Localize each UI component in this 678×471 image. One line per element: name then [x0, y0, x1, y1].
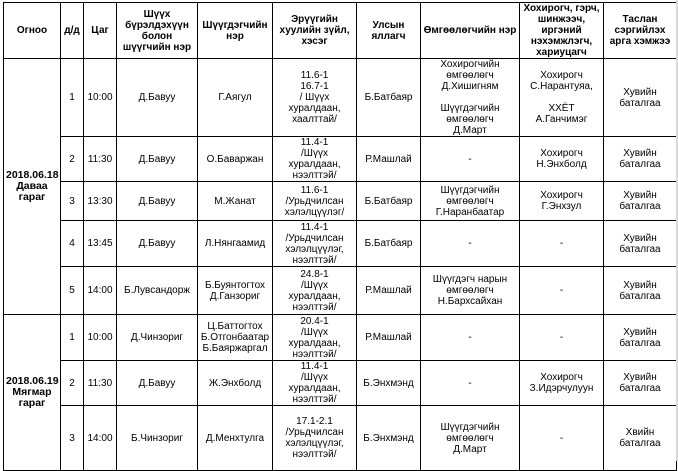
measure-line: Хувийн — [623, 232, 657, 244]
article-cell — [273, 267, 357, 315]
article-line: /Урьдчилсан — [285, 195, 344, 207]
header-lawyer: Өмгөөлөгчийн нэр — [421, 3, 520, 59]
measure-cell — [604, 361, 677, 406]
number-cell — [61, 315, 84, 361]
prosecutor-cell — [357, 361, 421, 406]
number-cell — [61, 182, 84, 221]
time-cell — [84, 267, 117, 315]
article-cell — [273, 59, 357, 137]
number-line: 2 — [69, 377, 75, 389]
prosecutor-line: Б.Батбаяр — [364, 195, 413, 207]
number-line: 1 — [69, 332, 75, 343]
defendant-cell — [198, 59, 273, 137]
article-cell — [273, 361, 357, 406]
article-line: хэлэлцүүлэг, — [285, 438, 344, 449]
defendant-line: Б.Баяржаргал — [202, 343, 268, 354]
article-line: нээлттэй/ — [292, 254, 337, 266]
lawyer-cell — [421, 137, 520, 182]
time-cell — [84, 182, 117, 221]
defendant-cell — [198, 137, 273, 182]
defendant-line: Ц.Баттогтох — [207, 321, 263, 332]
judge-cell — [117, 182, 198, 221]
prosecutor-line: Б.Батбаяр — [364, 238, 413, 249]
victim-line: А.Ганчимэг — [535, 114, 588, 125]
lawyer-line: өмгөөлөгч — [446, 195, 494, 207]
measure-cell — [604, 315, 677, 361]
defendant-cell — [198, 221, 273, 267]
table-row — [4, 315, 677, 361]
lawyer-cell — [421, 315, 520, 361]
victim-line: Хохирогч — [540, 70, 583, 81]
lawyer-line: Д.Март — [453, 443, 487, 455]
article-line: хуралдаан, — [288, 159, 341, 170]
number-cell — [61, 137, 84, 182]
measure-cell — [604, 137, 677, 182]
article-line: /Шүүх — [301, 372, 328, 383]
defendant-line: Б.Буянтогтох — [204, 279, 266, 291]
time-line: 11:30 — [87, 153, 113, 165]
prosecutor-cell — [357, 182, 421, 221]
victim-cell — [520, 182, 604, 221]
header-date: Огноо — [4, 3, 61, 59]
victim-line: ХХЁТ — [548, 103, 575, 114]
header-prosecutor: Улсын яллагч — [357, 3, 421, 59]
lawyer-line: - — [468, 377, 472, 389]
number-line: 5 — [69, 285, 75, 296]
table-row — [4, 267, 677, 315]
table-row — [4, 59, 677, 137]
article-line: /Шүүх — [301, 279, 328, 291]
judge-line: Д.Бавуу — [138, 153, 176, 165]
lawyer-cell — [421, 267, 520, 315]
weekday-text: Мягмар гараг — [12, 386, 52, 409]
time-line: 11:30 — [87, 377, 113, 389]
lawyer-cell — [421, 59, 520, 137]
article-line: /Урьдчилсан — [285, 232, 344, 244]
time-cell — [84, 221, 117, 267]
victim-line: - — [559, 285, 564, 296]
defendant-cell — [198, 361, 273, 406]
prosecutor-cell — [357, 315, 421, 361]
lawyer-line: өмгөөлөгч — [446, 285, 494, 296]
header-row — [4, 3, 677, 59]
victim-line: Хохирогч — [540, 148, 583, 159]
victim-cell — [520, 221, 604, 267]
defendant-line: Г.Аягул — [218, 92, 252, 103]
lawyer-line: Шүүгдэгч нарын — [432, 274, 508, 285]
number-cell — [61, 59, 84, 137]
lawyer-line: өмгөөлөгч — [446, 432, 494, 444]
lawyer-line: Хохирогчийн — [440, 59, 500, 70]
number-line: 4 — [69, 238, 75, 249]
number-cell — [61, 221, 84, 267]
prosecutor-cell — [357, 59, 421, 137]
measure-line: баталгаа — [619, 201, 661, 212]
lawyer-line: Д.Март — [453, 125, 487, 136]
number-line: 3 — [69, 432, 75, 444]
victim-line: Н.Энхболд — [536, 159, 587, 170]
measure-line: Хувийн — [623, 148, 657, 159]
defendant-line: Б.Отгонбаатар — [200, 332, 270, 343]
number-cell — [61, 361, 84, 406]
measure-cell — [604, 267, 677, 315]
measure-line: баталгаа — [619, 383, 661, 394]
article-line: нээлттэй/ — [292, 301, 337, 313]
time-line: 13:30 — [87, 195, 113, 207]
number-cell — [61, 267, 84, 315]
article-cell — [273, 315, 357, 361]
lawyer-line: өмгөөлөгч — [446, 70, 494, 81]
article-line: /Шүүх — [301, 326, 328, 338]
prosecutor-line: Р.Машлай — [365, 332, 412, 343]
time-cell — [84, 315, 117, 361]
line-gap — [522, 92, 601, 103]
time-cell — [84, 137, 117, 182]
article-line: / Шүүх — [299, 92, 330, 103]
victim-line: З.Идэрчулуун — [529, 383, 594, 394]
measure-line: баталгаа — [619, 438, 661, 449]
article-line: 11.4-1 — [300, 361, 329, 372]
victim-line: Г.Энхзул — [541, 201, 582, 212]
measure-line: Хувийн — [623, 86, 657, 98]
table-row — [4, 221, 677, 267]
victim-line: - — [559, 432, 564, 444]
article-line: нээлттэй/ — [292, 449, 337, 460]
lawyer-line: Шүүгдэгчийн — [440, 421, 500, 433]
article-line: 11.4-1 — [300, 221, 329, 233]
weekday-text: Даваа гараг — [16, 180, 48, 203]
article-line: 17.1-2.1 — [296, 416, 333, 427]
measure-cell — [604, 182, 677, 221]
judge-cell — [117, 267, 198, 315]
victim-cell — [520, 267, 604, 315]
judge-line: Б.Лувсандорж — [124, 285, 190, 296]
date-cell — [4, 59, 61, 315]
article-line: хэлэлцүүлэг/ — [284, 206, 345, 218]
header-judge: Шүүх бүрэлдэхүүн болон шүүгчийн нэр — [117, 3, 198, 59]
line-gap — [423, 92, 517, 103]
judge-line: Д.Бавуу — [138, 238, 176, 249]
time-line: 10:00 — [87, 92, 113, 103]
lawyer-line: Н.Бархсайхан — [437, 296, 503, 307]
defendant-line: М.Жанат — [214, 195, 256, 207]
date-text: 2018.06.18 — [6, 169, 59, 181]
lawyer-line: өмгөөлөгч — [446, 114, 494, 125]
judge-line: Д.Бавуу — [138, 92, 176, 103]
article-line: нээлттэй/ — [292, 348, 337, 360]
victim-line: С.Нарантуяа, — [530, 81, 593, 92]
measure-line: баталгаа — [619, 159, 661, 170]
number-line: 1 — [69, 92, 75, 103]
court-schedule-table — [3, 2, 677, 471]
victim-cell — [520, 361, 604, 406]
prosecutor-cell — [357, 137, 421, 182]
article-line: 24.8-1 — [300, 268, 329, 280]
defendant-line: Ж.Энхболд — [208, 377, 262, 389]
judge-cell — [117, 361, 198, 406]
table-row — [4, 137, 677, 182]
prosecutor-line: Б.Батбаяр — [364, 92, 413, 103]
number-line: 2 — [69, 153, 75, 165]
defendant-line: Л.Нянгаамид — [204, 238, 266, 249]
article-line: /Урьдчилсан — [285, 427, 344, 438]
header-time: Цаг — [84, 3, 117, 59]
article-line: 11.4-1 — [300, 137, 329, 148]
judge-line: Д.Бавуу — [138, 195, 176, 207]
victim-cell — [520, 59, 604, 137]
time-cell — [84, 361, 117, 406]
article-cell — [273, 137, 357, 182]
lawyer-cell — [421, 361, 520, 406]
defendant-line: О.Баваржан — [206, 153, 264, 165]
judge-line: Б.Чинзориг — [131, 432, 183, 444]
header-measure: Таслан сэргийлэх арга хэмжээ — [604, 3, 677, 59]
article-line: хэлэлцүүлэг, — [285, 243, 344, 255]
table-row — [4, 361, 677, 406]
measure-cell — [604, 221, 677, 267]
article-line: хуралдаан, — [288, 103, 341, 114]
judge-cell — [117, 221, 198, 267]
victim-line: Хохирогч — [540, 190, 583, 201]
judge-cell — [117, 59, 198, 137]
victim-line: - — [559, 238, 564, 249]
measure-line: баталгаа — [619, 337, 661, 349]
prosecutor-line: Б.Энхмэнд — [363, 432, 414, 444]
header-defendant: Шүүгдэгчийн нэр — [198, 3, 273, 59]
defendant-cell — [198, 315, 273, 361]
defendant-cell — [198, 267, 273, 315]
article-line: 11.6-1 — [300, 184, 329, 196]
measure-line: Хувийн — [623, 326, 657, 338]
article-line: хуралдаан, — [288, 383, 341, 394]
lawyer-line: - — [468, 153, 472, 165]
judge-cell — [117, 315, 198, 361]
prosecutor-cell — [357, 267, 421, 315]
number-line: 3 — [69, 195, 75, 207]
article-line: 20.4-1 — [300, 315, 329, 327]
lawyer-line: - — [468, 332, 472, 343]
date-text: 2018.06.19 — [6, 375, 59, 387]
article-line: нээлттэй/ — [292, 394, 337, 405]
judge-line: Д.Чинзориг — [130, 332, 184, 343]
article-line: хаалттай/ — [292, 114, 337, 125]
defendant-line: Д.Менхтулга — [205, 432, 265, 444]
victim-cell — [520, 137, 604, 182]
victim-cell — [520, 315, 604, 361]
header-article: Эрүүгийн хуулийн зүйл, хэсэг — [273, 3, 357, 59]
time-line: 14:00 — [87, 432, 113, 444]
defendant-cell — [198, 182, 273, 221]
prosecutor-cell — [357, 221, 421, 267]
lawyer-line: Г.Наранбаатар — [435, 206, 505, 218]
lawyer-line: Шүүгдэгчийн — [440, 184, 500, 196]
time-cell — [84, 59, 117, 137]
article-line: хуралдаан, — [288, 337, 341, 349]
lawyer-line: - — [468, 238, 472, 249]
lawyer-cell — [421, 182, 520, 221]
table-row — [4, 182, 677, 221]
victim-line: - — [559, 332, 564, 343]
measure-cell — [604, 59, 677, 137]
measure-line: Хувийн — [623, 190, 657, 201]
lawyer-line: Шүүгдэгчийн — [440, 103, 500, 114]
article-cell — [273, 221, 357, 267]
time-line: 13:45 — [87, 238, 113, 249]
prosecutor-line: Б.Энхмэнд — [363, 377, 414, 389]
measure-line: Хувийн — [623, 279, 657, 291]
article-cell — [273, 182, 357, 221]
time-line: 10:00 — [87, 332, 113, 343]
defendant-line: Д.Ганзориг — [209, 290, 261, 302]
article-line: 16.7-1 — [300, 81, 329, 92]
date-cell — [4, 315, 61, 471]
header-number: д/д — [61, 3, 84, 59]
article-line: 11.6-1 — [300, 70, 329, 81]
article-line: хуралдаан, — [288, 290, 341, 302]
measure-line: Хувийн — [623, 372, 657, 383]
time-line: 14:00 — [87, 285, 113, 296]
article-line: /Шүүх — [301, 148, 328, 159]
judge-line: Д.Бавуу — [138, 377, 176, 389]
prosecutor-line: Р.Машлай — [365, 285, 412, 296]
lawyer-line: Д.Хишигням — [441, 81, 499, 92]
measure-line: Хвийн — [625, 427, 655, 438]
article-line: нээлттэй/ — [292, 170, 337, 181]
measure-line: баталгаа — [619, 97, 661, 109]
judge-cell — [117, 137, 198, 182]
prosecutor-line: Р.Машлай — [365, 153, 412, 165]
measure-line: баталгаа — [619, 243, 661, 255]
lawyer-cell — [421, 221, 520, 267]
header-victim: Хохирогч, гэрч, шинжээч, иргэний нэхэмжлэгч, хариуцагч — [520, 3, 604, 59]
measure-line: баталгаа — [619, 290, 661, 302]
victim-line: Хохирогч — [540, 372, 583, 383]
